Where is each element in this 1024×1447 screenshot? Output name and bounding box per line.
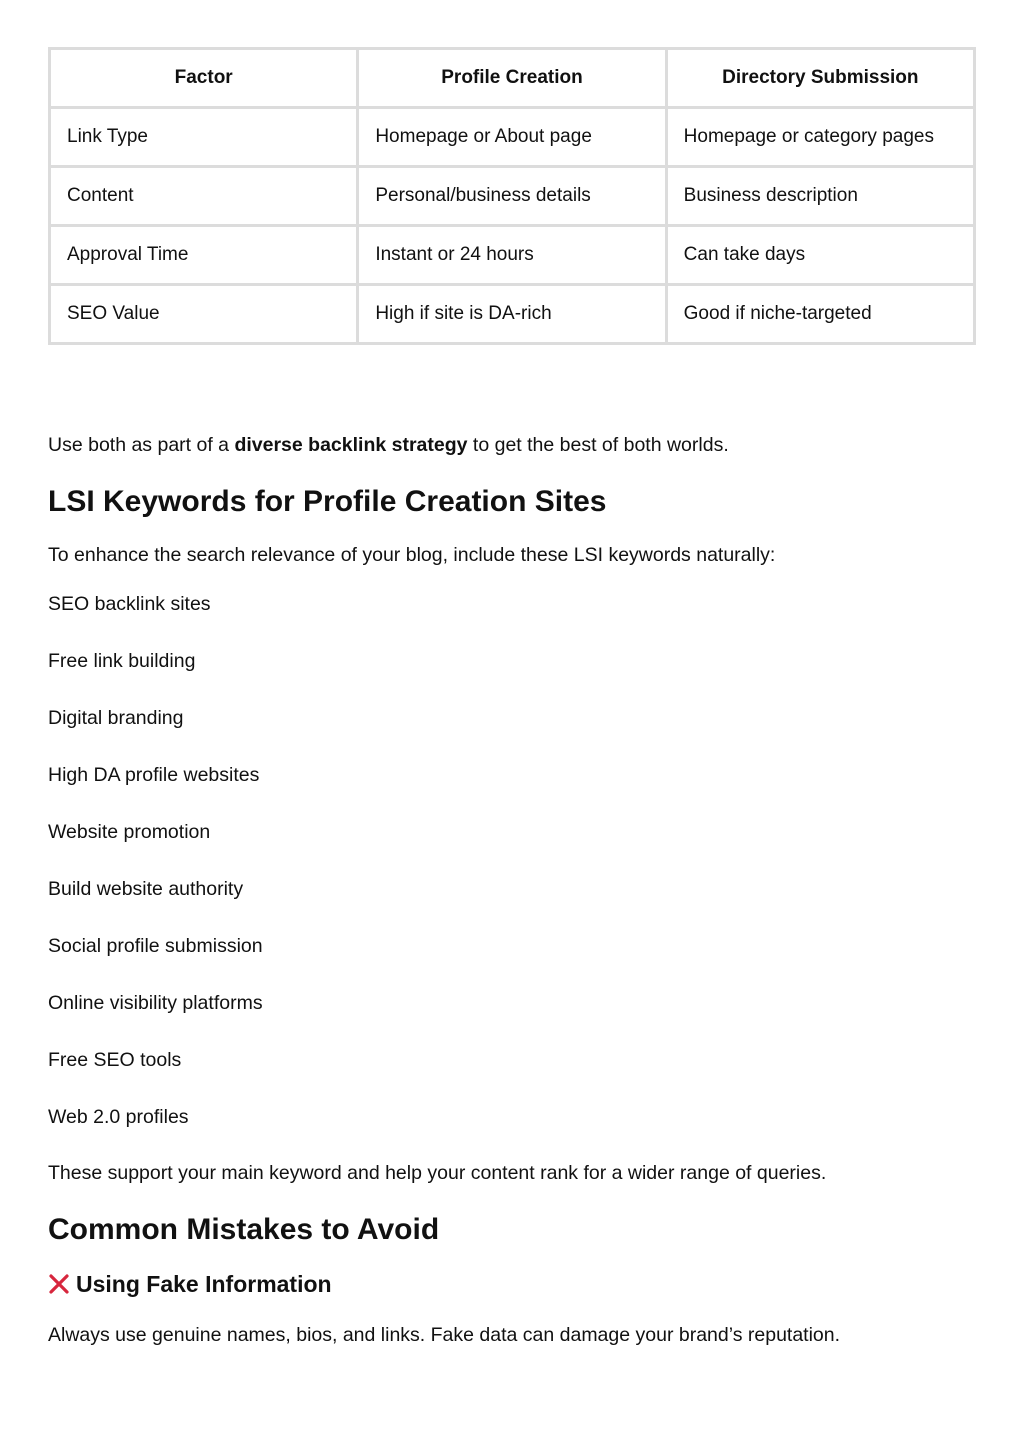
mistake-item-heading xyxy=(48,1270,332,1298)
cross-mark-icon xyxy=(48,1273,70,1295)
table-header-cell: Directory Submission xyxy=(666,49,974,108)
list-item: Digital branding xyxy=(48,707,184,729)
intro-emphasis: diverse backlink strategy xyxy=(234,434,468,456)
mistake-item-title: Using Fake Information xyxy=(76,1271,332,1297)
table-row xyxy=(50,108,975,167)
table-cell: Good if niche-targeted xyxy=(666,285,974,344)
table-cell: Homepage or About page xyxy=(358,108,666,167)
table-cell: Homepage or category pages xyxy=(666,108,974,167)
list-item: Website promotion xyxy=(48,821,211,843)
list-item: Social profile submission xyxy=(48,935,263,957)
table-header-row xyxy=(50,49,975,108)
table-cell: Can take days xyxy=(666,226,974,285)
table-cell: Content xyxy=(50,167,358,226)
lsi-closing-paragraph: These support your main keyword and help your content rank for a wider range of queries. xyxy=(48,1162,827,1184)
list-item: Web 2.0 profiles xyxy=(48,1106,189,1128)
table-cell: Personal/business details xyxy=(358,167,666,226)
table-row xyxy=(50,285,975,344)
table-row xyxy=(50,167,975,226)
table-cell: Instant or 24 hours xyxy=(358,226,666,285)
comparison-table xyxy=(48,47,976,345)
lsi-heading: LSI Keywords for Profile Creation Sites xyxy=(48,485,607,518)
list-item: Free link building xyxy=(48,650,196,672)
table-header-cell: Profile Creation xyxy=(358,49,666,108)
table-cell: Business description xyxy=(666,167,974,226)
table-header-cell: Factor xyxy=(50,49,358,108)
list-item: SEO backlink sites xyxy=(48,593,211,615)
mistake-item-text: Always use genuine names, bios, and links. Fake data can damage your brand’s reputation. xyxy=(48,1324,841,1346)
list-item: Free SEO tools xyxy=(48,1049,182,1071)
intro-text-before: Use both as part of a xyxy=(48,434,235,456)
lsi-keyword-list xyxy=(48,591,263,1161)
table-cell: Link Type xyxy=(50,108,358,167)
list-item: Online visibility platforms xyxy=(48,992,263,1014)
table-cell: SEO Value xyxy=(50,285,358,344)
intro-paragraph xyxy=(48,432,729,458)
intro-text-after: to get the best of both worlds. xyxy=(467,434,729,456)
lsi-lead-paragraph: To enhance the search relevance of your blog, include these LSI keywords naturally: xyxy=(48,544,776,566)
mistakes-heading: Common Mistakes to Avoid xyxy=(48,1213,440,1246)
table-row xyxy=(50,226,975,285)
document-page xyxy=(48,47,976,1346)
list-item: High DA profile websites xyxy=(48,764,260,786)
table-cell: Approval Time xyxy=(50,226,358,285)
list-item: Build website authority xyxy=(48,878,244,900)
table-cell: High if site is DA-rich xyxy=(358,285,666,344)
